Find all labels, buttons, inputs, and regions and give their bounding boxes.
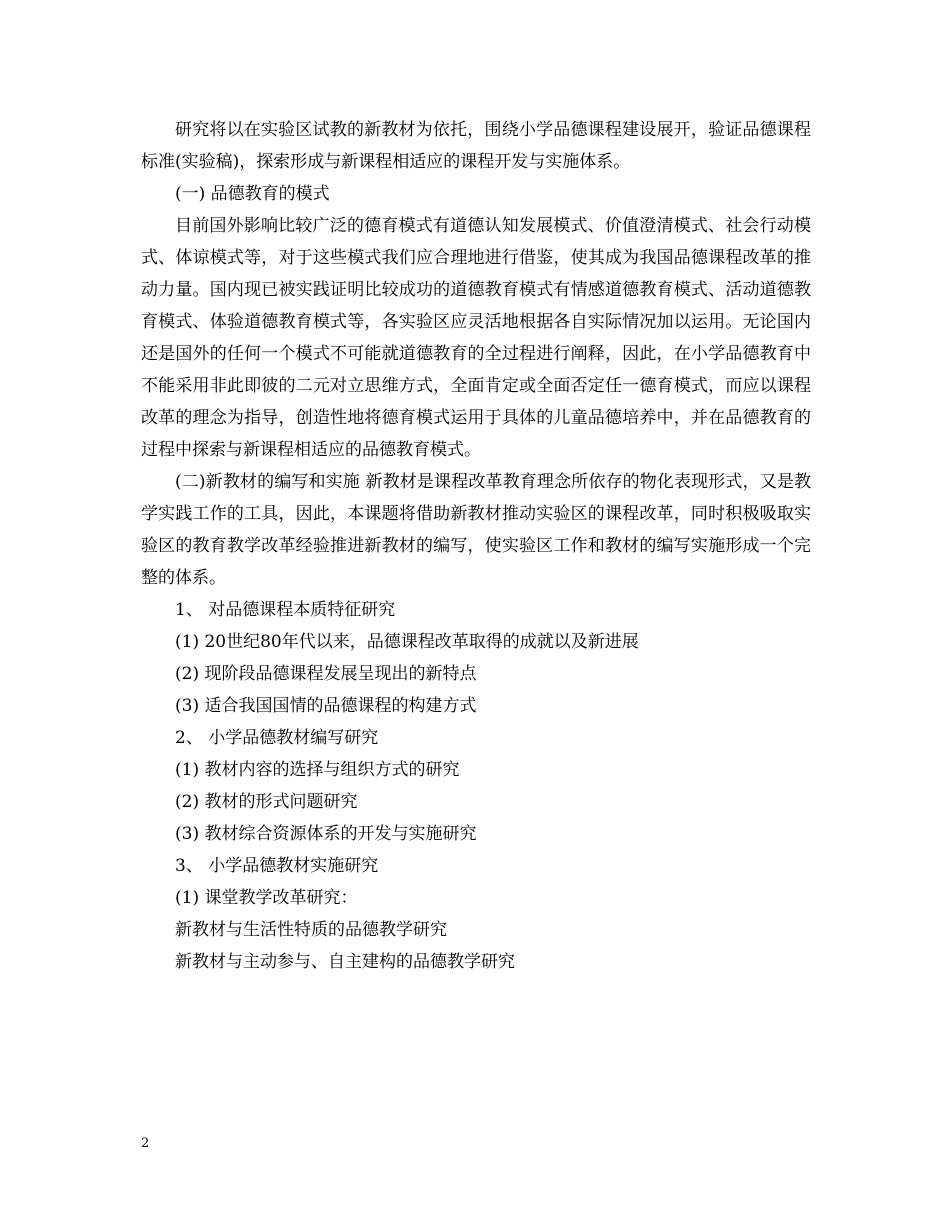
list-item: 新教材与主动参与、自主建构的品德教学研究 [175, 952, 515, 972]
intro-paragraph: 研究将以在实验区试教的新教材为依托，围绕小学品德课程建设展开，验证品德课程标准(实验稿)，探索形成与新课程相适应的课程开发与实施体系。 [141, 120, 811, 172]
list-item: (3) 教材综合资源体系的开发与实施研究 [175, 824, 477, 844]
list-item: 3、 小学品德教材实施研究 [175, 856, 379, 876]
list-item: (1) 课堂教学改革研究： [175, 888, 358, 908]
list-item: (1) 20世纪80年代以来，品德课程改革取得的成就以及新进展 [175, 632, 639, 652]
list-item: (2) 教材的形式问题研究 [175, 792, 358, 812]
list-item: (2) 现阶段品德课程发展呈现出的新特点 [175, 664, 477, 684]
page-number: 2 [141, 1136, 150, 1151]
list-item: 2、 小学品德教材编写研究 [175, 728, 379, 748]
list-item: 新教材与生活性特质的品德教学研究 [175, 920, 447, 940]
list-item: (3) 适合我国国情的品德课程的构建方式 [175, 696, 477, 716]
list-item: 1、 对品德课程本质特征研究 [175, 600, 396, 620]
new-textbook-paragraph: (二)新教材的编写和实施 新教材是课程改革教育理念所依存的物化表现形式，又是教学实践工作的工具，因此，本课题将借助新教材推动实验区的课程改革，同时积极吸取实验区的教育教学改革经验推进新教材的编写，使实验区工作和教材的编写实施形成一个完整的体系。 [141, 472, 811, 588]
moral-education-model-paragraph: 目前国外影响比较广泛的德育模式有道德认知发展模式、价值澄清模式、社会行动模式、体谅模式等，对于这些模式我们应合理地进行借鉴，使其成为我国品德课程改革的推动力量。国内现已被实践证明比较成功的道德教育模式有情感道德教育模式、活动道德教育模式、体验道德教育模式等，各实验区应灵活地根据各自实际情况加以运用。无论国内还是国外的任何一个模式不可能就道德教育的全过程进行阐释，因此，在小学品德教育中不能采用非此即彼的二元对立思维方式，全面肯定或全面否定任一德育模式，而应以课程改革的理念为指导，创造性地将德育模式运用于具体的儿童品德培养中，并在品德教育的过程中探索与新课程相适应的品德教育模式。 [141, 216, 811, 460]
section-heading-moral-education-model: (一) 品德教育的模式 [175, 184, 330, 204]
document-body [141, 114, 811, 978]
list-item: (1) 教材内容的选择与组织方式的研究 [175, 760, 460, 780]
